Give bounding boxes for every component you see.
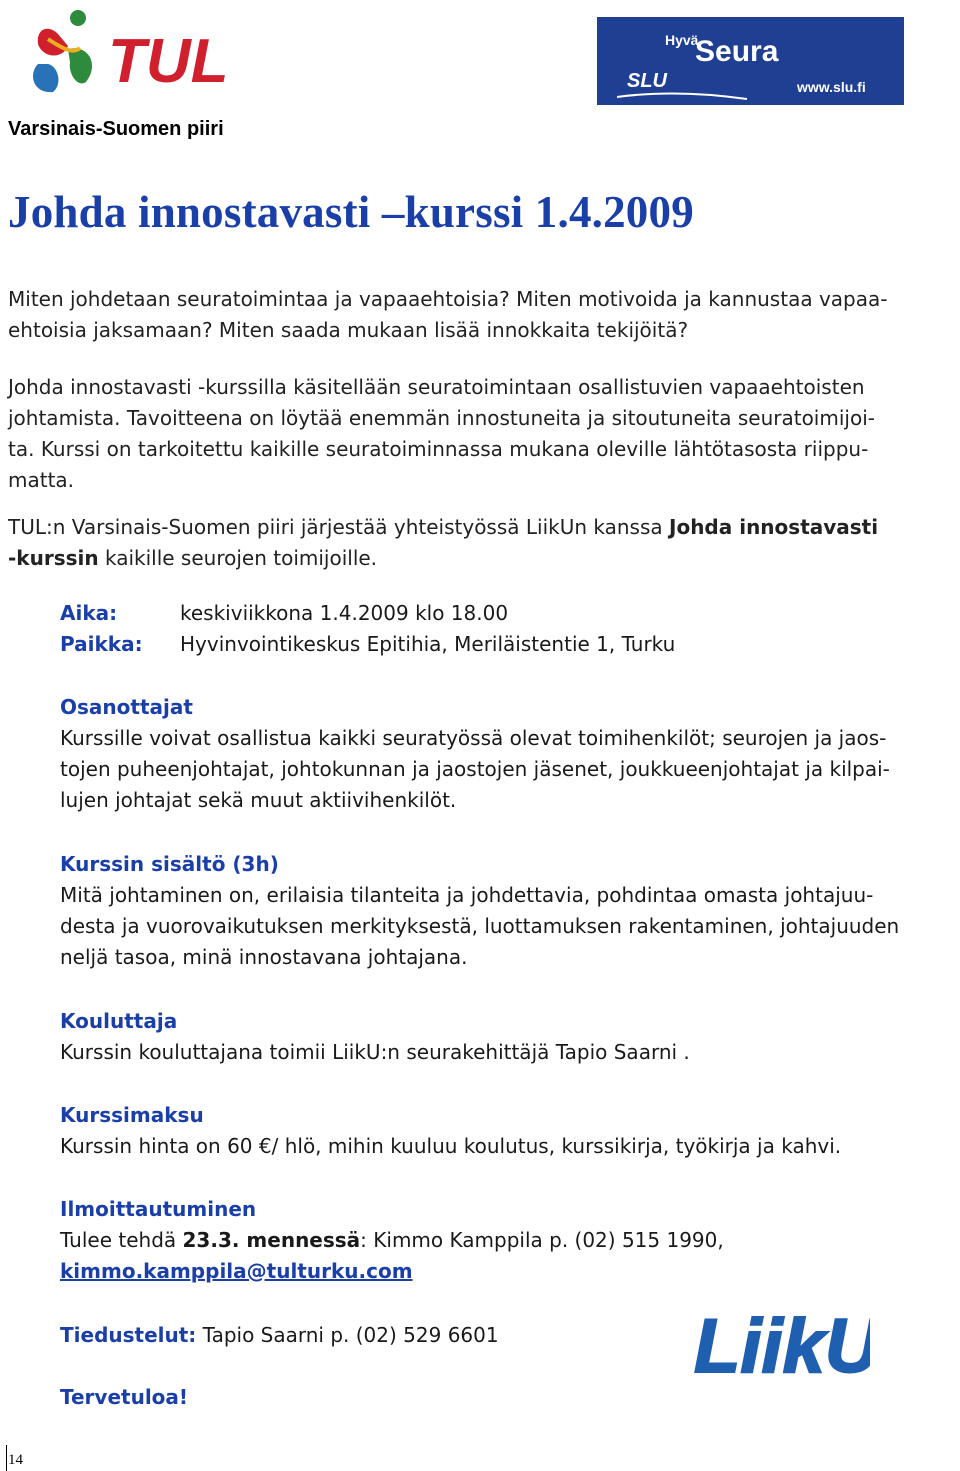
district-name: Varsinais-Suomen piiri bbox=[8, 118, 224, 140]
intro-bold-course: Johda innostavasti bbox=[669, 515, 879, 539]
intro-line: matta. bbox=[8, 468, 75, 492]
inquiries-value: Tapio Saarni p. (02) 529 6601 bbox=[196, 1323, 499, 1347]
section-line bbox=[60, 1256, 960, 1287]
intro-line: ehtoisia jaksamaan? Miten saada mukaan lisää innokkaita tekijöitä? bbox=[8, 318, 689, 342]
svg-text:SLU: SLU bbox=[627, 70, 667, 92]
liiku-logo bbox=[690, 1290, 870, 1390]
section-line: Mitä johtaminen on, erilaisia tilanteita ja johdettavia, pohdintaa omasta johtajuu- bbox=[60, 883, 874, 907]
time-value: keskiviikkona 1.4.2009 klo 18.00 bbox=[180, 601, 509, 625]
svg-text:LiikU: LiikU bbox=[694, 1304, 870, 1389]
tul-logo bbox=[8, 4, 258, 104]
section-heading: Ilmoittautuminen bbox=[60, 1197, 257, 1221]
page-rule bbox=[6, 1445, 7, 1471]
slu-hyva-seura-logo bbox=[597, 17, 904, 105]
section-line: Kurssin hinta on 60 €/ hlö, mihin kuuluu koulutus, kurssikirja, työkirja ja kahvi. bbox=[60, 1134, 842, 1158]
event-details bbox=[60, 598, 960, 660]
section-line: Kurssin kouluttajana toimii LiikU:n seurakehittäjä Tapio Saarni . bbox=[60, 1040, 690, 1064]
trainer-section bbox=[60, 1006, 960, 1068]
intro-bold-course-2: -kurssin bbox=[8, 546, 99, 570]
intro-text: TUL:n Varsinais-Suomen piiri järjestää yhteistyössä LiikUn kanssa bbox=[8, 515, 670, 539]
page-number: 14 bbox=[8, 1452, 23, 1468]
section-line: Kurssille voivat osallistua kaikki seuratyössä olevat toimihenkilöt; seurojen ja jaos- bbox=[60, 726, 887, 750]
participants-section bbox=[60, 692, 960, 816]
section-heading: Osanottajat bbox=[60, 695, 193, 719]
svg-text:Seura: Seura bbox=[695, 35, 779, 68]
intro-paragraph-3 bbox=[8, 512, 953, 574]
section-line: tojen puheenjohtajat, johtokunnan ja jaostojen jäsenet, joukkueenjohtajat ja kilpai- bbox=[60, 757, 890, 781]
intro-line: johtamista. Tavoitteena on löytää enemmän innostuneita ja sitoutuneita seuratoimijoi- bbox=[8, 406, 875, 430]
svg-text:www.slu.fi: www.slu.fi bbox=[797, 79, 866, 95]
registration-section bbox=[60, 1194, 960, 1287]
fee-section bbox=[60, 1100, 960, 1162]
section-line: lujen johtajat sekä muut aktiivihenkilöt. bbox=[60, 788, 457, 812]
section-heading: Kurssin sisältö (3h) bbox=[60, 852, 279, 876]
inquiries-label: Tiedustelut: bbox=[60, 1323, 197, 1347]
svg-text:TUL: TUL bbox=[108, 27, 229, 96]
closing-greeting: Tervetuloa! bbox=[60, 1385, 189, 1409]
email-link[interactable]: kimmo.kamppila@tulturku.com bbox=[60, 1259, 413, 1283]
intro-line: ta. Kurssi on tarkoitettu kaikille seuratoiminnassa mukana oleville lähtötasosta riippu- bbox=[8, 437, 869, 461]
intro-line bbox=[8, 543, 953, 574]
intro-text: kaikille seurojen toimijoille. bbox=[98, 546, 378, 570]
course-content-section bbox=[60, 849, 960, 973]
section-heading: Kouluttaja bbox=[60, 1009, 178, 1033]
intro-line: Johda innostavasti -kurssilla käsitellään seuratoimintaan osallistuvien vapaaehtoisten bbox=[8, 375, 865, 399]
time-row bbox=[60, 598, 960, 629]
intro-line bbox=[8, 512, 953, 543]
section-line: neljä tasoa, minä innostavana johtajana. bbox=[60, 945, 468, 969]
section-line: desta ja vuorovaikutuksen merkityksestä, luottamuksen rakentaminen, johtajuuden bbox=[60, 914, 900, 938]
intro-paragraph-2 bbox=[8, 372, 953, 496]
place-row bbox=[60, 629, 960, 660]
registration-deadline: 23.3. mennessä bbox=[182, 1228, 361, 1252]
intro-paragraph-1 bbox=[8, 284, 953, 346]
place-label: Paikka: bbox=[60, 632, 143, 656]
place-value: Hyvinvointikeskus Epitihia, Meriläistentie 1, Turku bbox=[180, 632, 676, 656]
section-heading: Kurssimaksu bbox=[60, 1103, 204, 1127]
registration-text: Tulee tehdä bbox=[60, 1228, 183, 1252]
svg-text:Hyvä: Hyvä bbox=[665, 32, 699, 48]
page-title: Johda innostavasti –kurssi 1.4.2009 bbox=[8, 187, 694, 237]
section-line bbox=[60, 1225, 960, 1256]
registration-contact: : Kimmo Kamppila p. (02) 515 1990, bbox=[360, 1228, 724, 1252]
intro-line: Miten johdetaan seuratoimintaa ja vapaaehtoisia? Miten motivoida ja kannustaa vapaa- bbox=[8, 287, 888, 311]
time-label: Aika: bbox=[60, 601, 118, 625]
